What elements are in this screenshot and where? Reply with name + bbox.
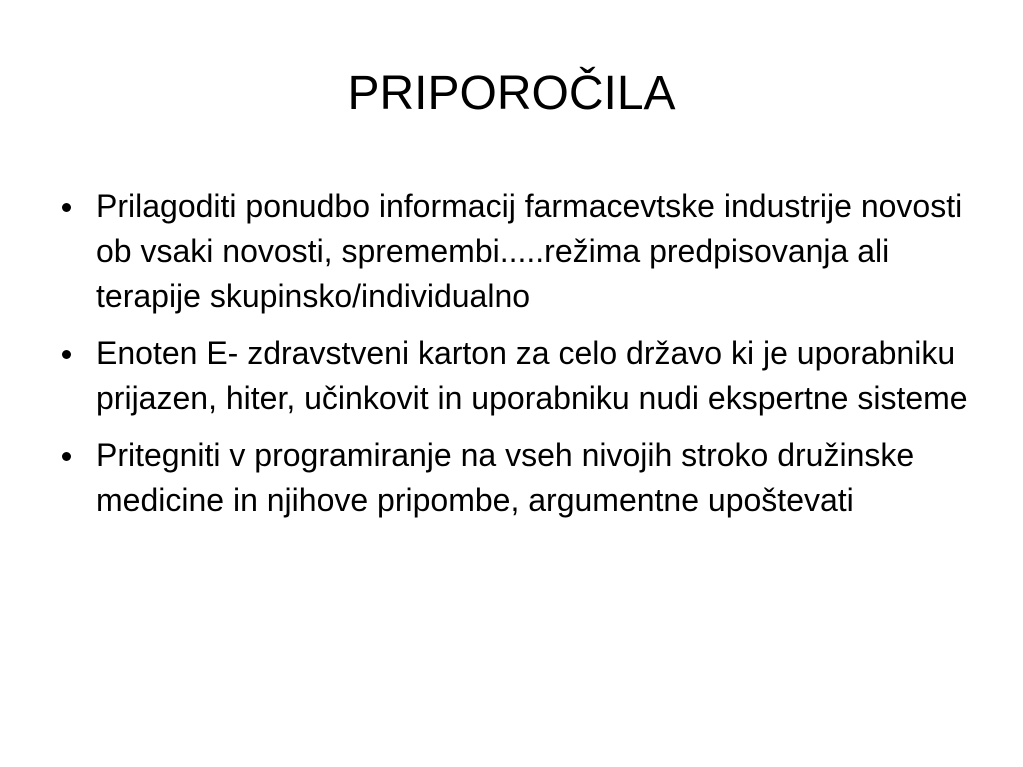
- bullet-dot-icon: [62, 350, 71, 359]
- bullet-item: [58, 184, 978, 319]
- bullet-list: [58, 184, 978, 535]
- bullet-item: [58, 433, 978, 523]
- bullet-item: [58, 331, 978, 421]
- bullet-dot-icon: [62, 452, 71, 461]
- bullet-text: Enoten E- zdravstveni karton za celo državo ki je uporabniku prijazen, hiter, učinkovit in uporabniku nudi ekspertne sisteme: [96, 335, 968, 416]
- bullet-dot-icon: [62, 203, 71, 212]
- slide-title: PRIPOROČILA: [347, 67, 676, 120]
- bullet-text: Pritegniti v programiranje na vseh nivojih stroko družinske medicine in njihove pripombe, argumentne upoštevati: [96, 437, 915, 518]
- bullet-text: Prilagoditi ponudbo informacij farmacevtske industrije novosti ob vsaki novosti, spremembi.....režima predpisovanja ali terapije skupinsko/individualno: [96, 188, 963, 314]
